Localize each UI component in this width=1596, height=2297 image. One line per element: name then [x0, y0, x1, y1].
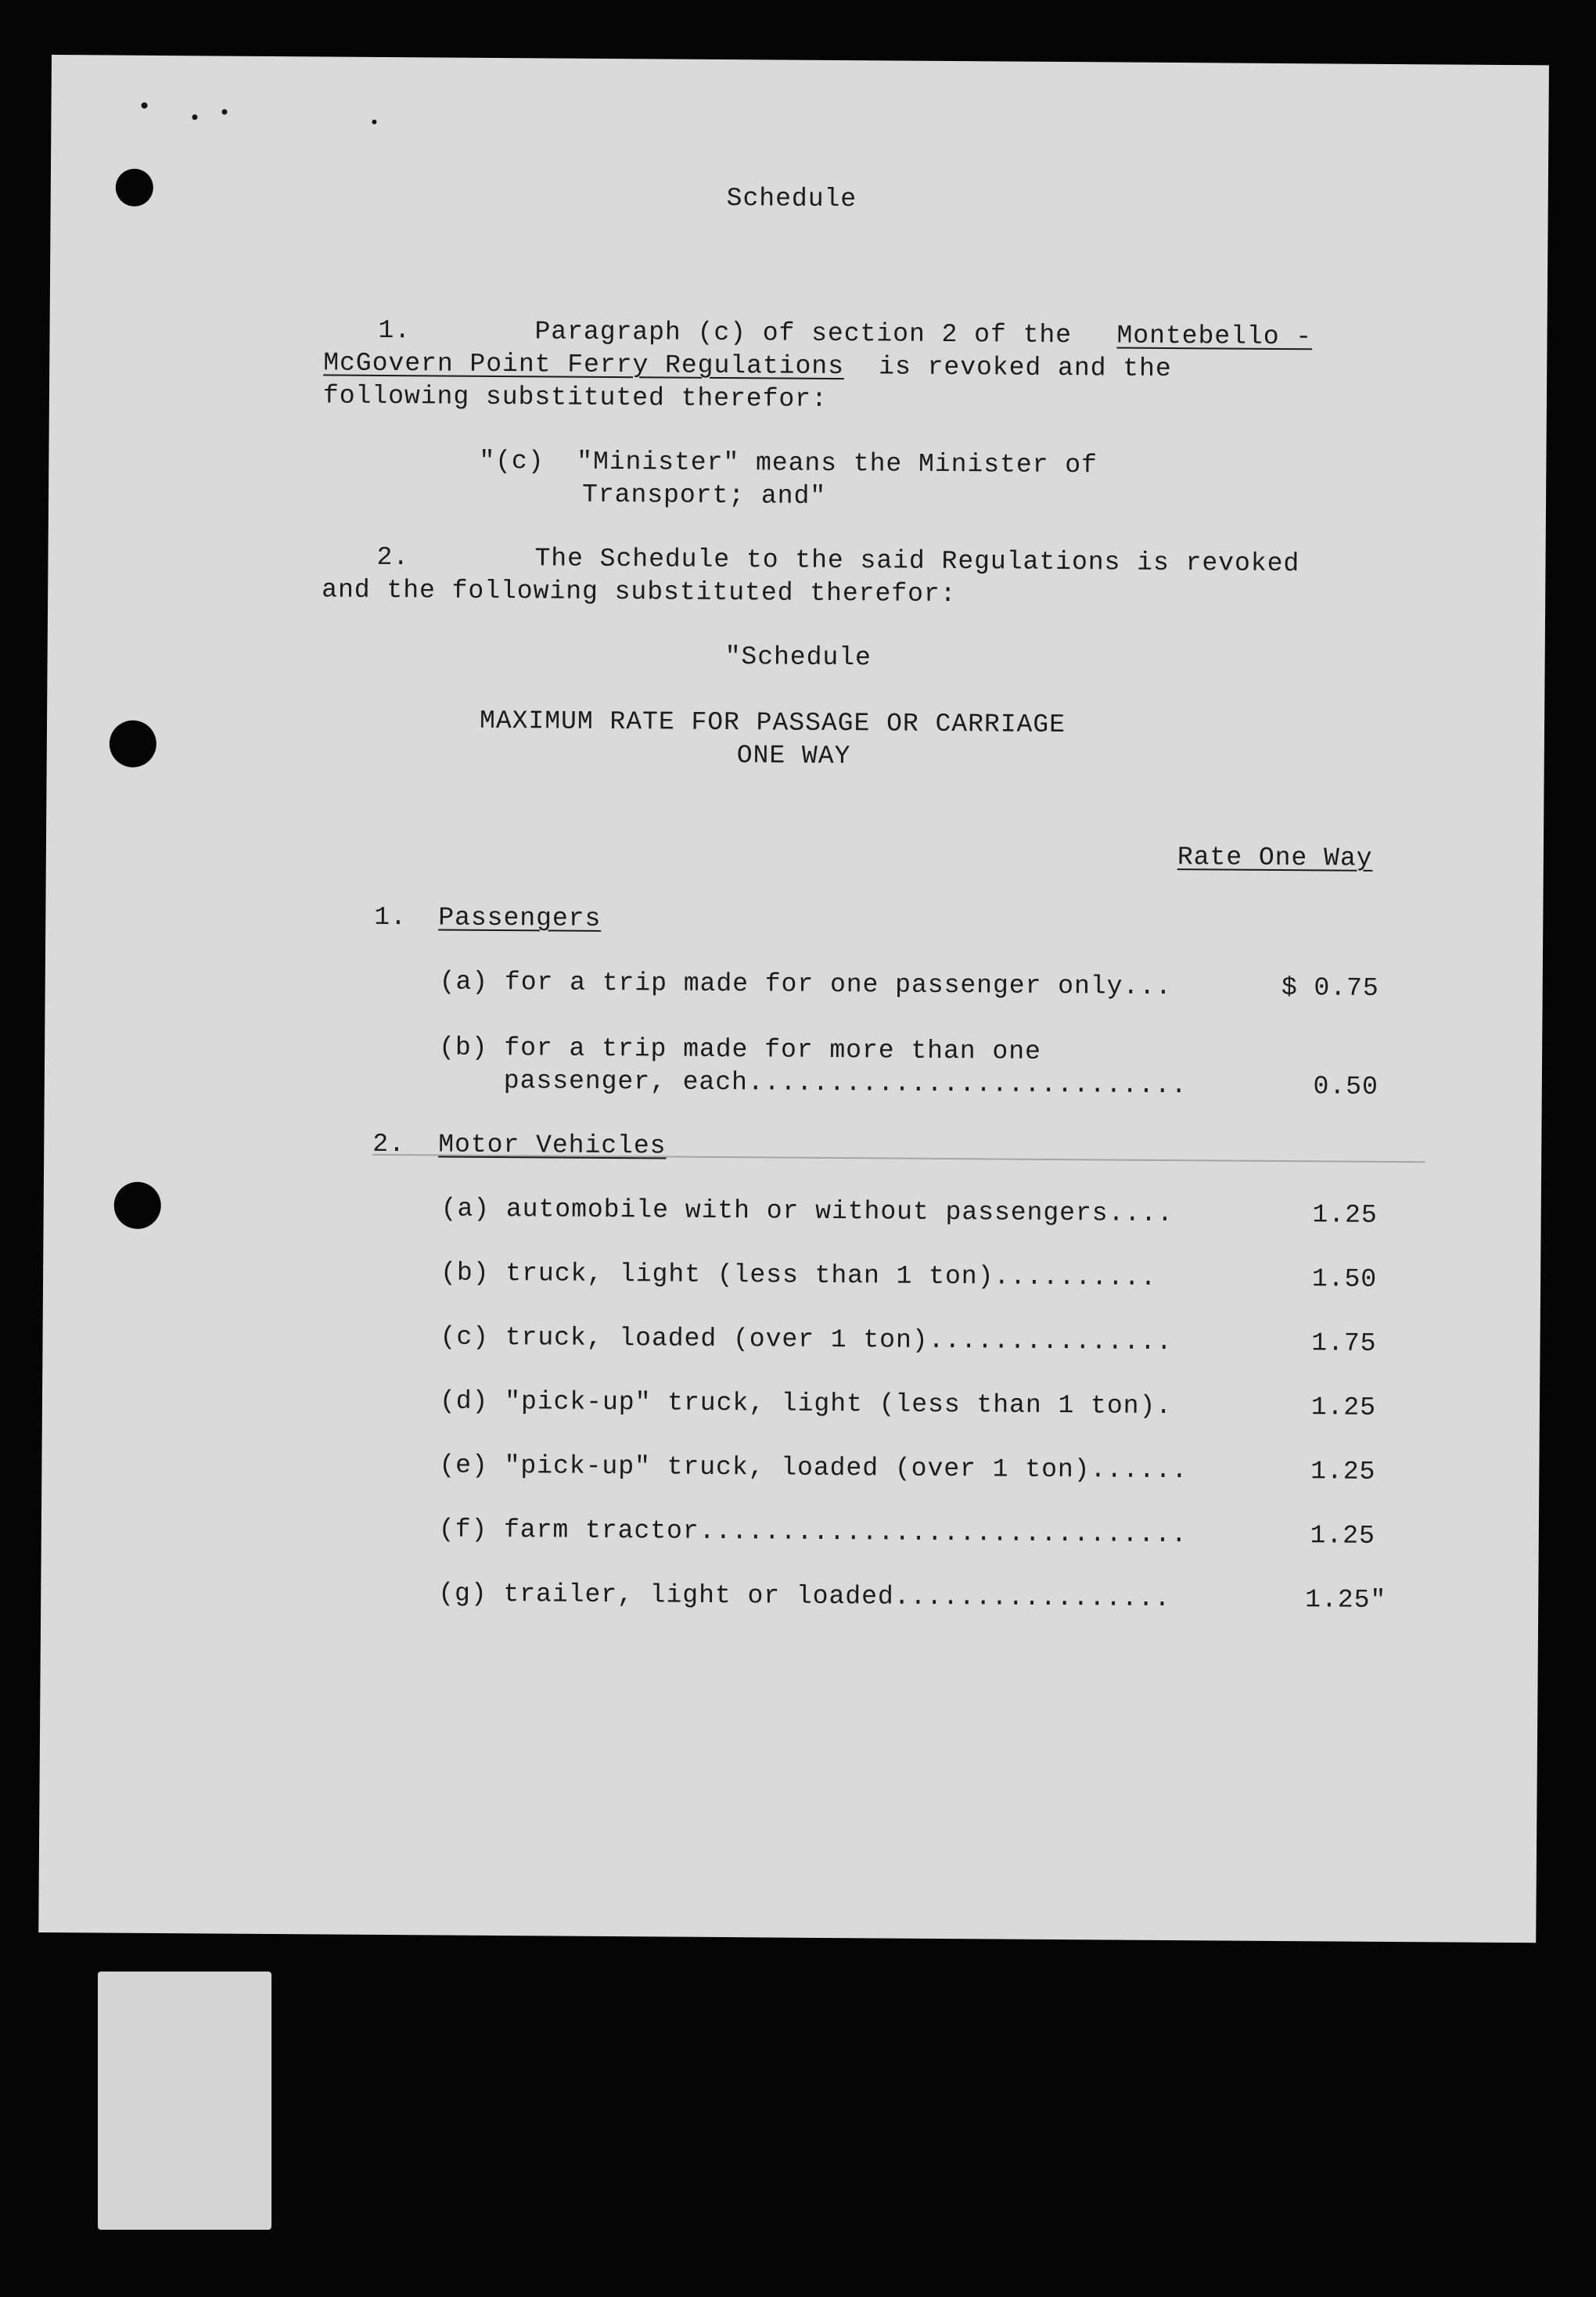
page-title: Schedule: [726, 184, 857, 214]
vehicle-rate-f: 1.25: [1310, 1521, 1375, 1551]
vehicle-item-e: (e) "pick-up" truck, loaded (over 1 ton)......: [439, 1450, 1188, 1486]
para1-rest: is revoked and the: [879, 352, 1172, 384]
punch-hole-middle: [110, 721, 156, 767]
regulation-title-part1: Montebello -: [1116, 321, 1313, 352]
speck: [372, 120, 376, 124]
vehicle-rate-d: 1.25: [1310, 1393, 1377, 1422]
vehicle-rate-c: 1.75: [1311, 1328, 1377, 1358]
schedule-title: "Schedule: [724, 642, 872, 673]
vehicle-item-g: (g) trailer, light or loaded.................: [438, 1579, 1171, 1614]
passenger-item-b: (b) for a trip made for more than one: [439, 1033, 1041, 1066]
section-title-passengers: Passengers: [438, 903, 602, 933]
vehicle-item-f: (f) farm tractor..............................: [438, 1515, 1188, 1550]
vehicle-rate-g: 1.25": [1305, 1585, 1387, 1615]
vehicle-item-b: (b) truck, light (less than 1 ton)..........: [440, 1258, 1157, 1292]
regulation-title-part2: McGovern Point Ferry Regulations: [323, 348, 845, 382]
para1-lead: Paragraph (c) of section 2 of the: [534, 317, 1073, 350]
rate-column-header: Rate One Way: [1177, 843, 1373, 873]
para2-number: 2.: [376, 542, 410, 573]
vehicle-rate-b: 1.50: [1311, 1264, 1378, 1294]
vehicle-item-d: (d) "pick-up" truck, light (less than 1 ton).: [439, 1386, 1173, 1422]
punch-hole-top: [116, 169, 153, 207]
para2-line2: and the following substituted therefor:: [322, 575, 957, 609]
section-title-motor-vehicles: Motor Vehicles: [438, 1130, 667, 1161]
vehicle-item-a: (a) automobile with or without passengers....: [440, 1194, 1174, 1229]
passenger-item-b-cont: passenger, each...........................: [503, 1066, 1188, 1101]
quote-line2: Transport; and": [581, 480, 827, 511]
vehicle-item-c: (c) truck, loaded (over 1 ton)...............: [440, 1322, 1173, 1357]
section-number: 2.: [372, 1129, 406, 1159]
speck: [221, 110, 227, 115]
quote-line1: "(c) "Minister" means the Minister of: [479, 446, 1098, 480]
speck: [192, 114, 197, 120]
paper-tag: [98, 1972, 271, 2230]
vehicle-rate-e: 1.25: [1310, 1457, 1376, 1486]
schedule-heading: MAXIMUM RATE FOR PASSAGE OR CARRIAGE: [479, 706, 1066, 740]
para1-line3: following substituted therefor:: [322, 381, 828, 414]
section-number: 1.: [374, 902, 408, 933]
passenger-rate-a: $ 0.75: [1281, 973, 1379, 1003]
punch-hole-lower: [114, 1182, 161, 1229]
para2-line1: The Schedule to the said Regulations is revoked: [534, 544, 1300, 579]
schedule-subheading: ONE WAY: [736, 741, 851, 771]
document-page: [38, 55, 1549, 1943]
speck: [142, 102, 148, 109]
passenger-item-a: (a) for a trip made for one passenger only...: [439, 967, 1173, 1002]
para1-number: 1.: [378, 315, 412, 346]
vehicle-rate-a: 1.25: [1312, 1200, 1378, 1230]
passenger-rate-b: 0.50: [1313, 1072, 1379, 1102]
